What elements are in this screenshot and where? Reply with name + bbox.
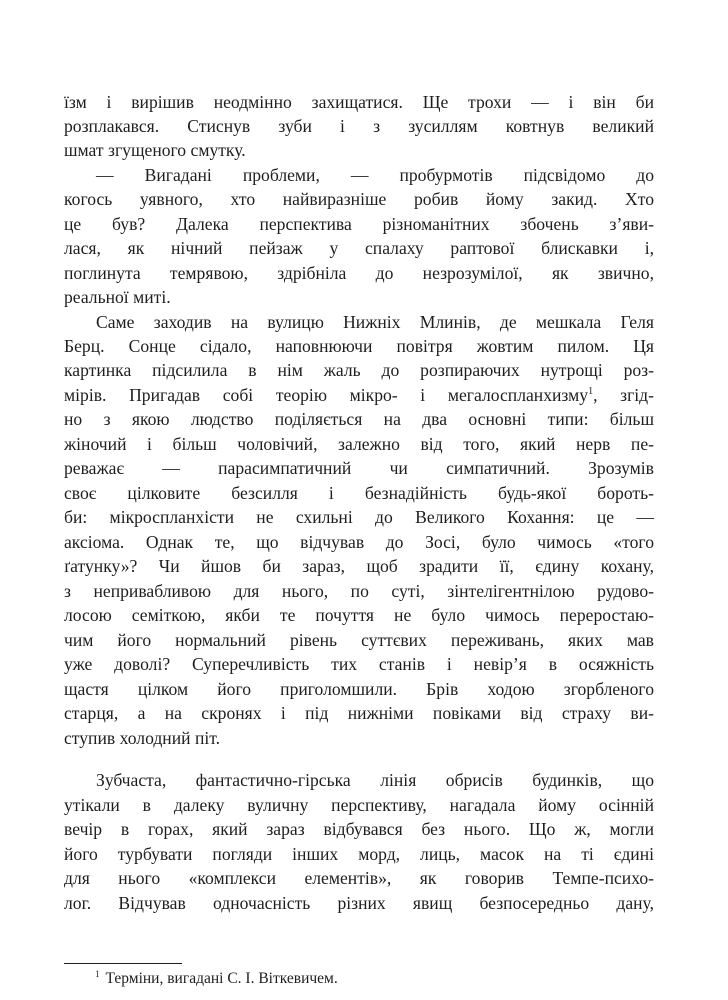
text-line: когось уявного, хто найвиразніше робив йому закид. Хто bbox=[64, 189, 654, 209]
footnote-marker: 1 bbox=[95, 969, 100, 979]
text-line: уже доволі? Суперечливість тих станів і невір’я в осяжність bbox=[64, 654, 654, 674]
text-line: лосою семіткою, якби те почуття не було чимось переростаю- bbox=[64, 605, 654, 625]
text-line: Зубчаста, фантастично-гірська лінія обрисів будинків, що bbox=[96, 770, 654, 790]
text-line: Саме заходив на вулицю Нижніх Млинів, де мешкала Геля bbox=[96, 312, 654, 332]
text-line: ступив холодний піт. bbox=[64, 728, 221, 748]
footnote bbox=[95, 969, 338, 989]
text-fragment: мірів. Пригадав собі теорію мікро- і мегалоспланхизму bbox=[64, 385, 589, 405]
text-line: поглинута темрявою, здрібніла до незрозумілої, як звично, bbox=[64, 263, 654, 283]
text-line: їзм і вирішив неодмінно захищатися. Ще трохи — і він би bbox=[64, 92, 654, 112]
text-line: аксіома. Однак те, що відчував до Зосі, було чимось «того bbox=[64, 532, 654, 552]
text-line: щастя цілком його приголомшили. Брів ходою згорбленого bbox=[64, 679, 654, 699]
text-line: реважає — парасимпатичний чи симпатичний. Зрозумів bbox=[64, 458, 654, 478]
text-line: для нього «комплекси елементів», як говорив Темпе-психо- bbox=[64, 868, 654, 888]
text-line: Берц. Сонце сідало, наповнюючи повітря жовтим пилом. Ця bbox=[64, 336, 654, 356]
text-line: чим його нормальний рівень суттєвих переживань, яких мав bbox=[64, 630, 654, 650]
text-line: лог. Відчував одночасність різних явищ безпосередньо дану, bbox=[64, 893, 654, 913]
text-line: з непривабливою для нього, по суті, зінтелігентнілою рудово- bbox=[64, 581, 654, 601]
text-line: — Вигадані проблеми, — пробурмотів підсвідомо до bbox=[96, 165, 654, 185]
footnote-ref: 1 bbox=[588, 386, 594, 397]
text-line: його турбувати погляди інших морд, лиць, масок на ті єдині bbox=[64, 844, 654, 864]
text-fragment: , згід- bbox=[593, 385, 654, 405]
text-line: картинка підсилила в нім жаль до розпираючих нутрощі роз- bbox=[64, 360, 654, 380]
text-line: би: мікроспланхісти не схильні до Великого Кохання: це — bbox=[64, 507, 654, 527]
text-line: старця, а на скронях і під нижніми повіками від страху ви- bbox=[64, 703, 654, 723]
text-line: но з якою людство поділяється на два основні типи: більш bbox=[64, 409, 654, 429]
footnote-text: Терміни, вигадані С. І. Віткевичем. bbox=[105, 970, 338, 987]
text-line: розплакався. Стиснув зуби і з зусиллям ковтнув великий bbox=[64, 116, 654, 136]
text-line: жіночий і більш чоловічий, залежно від того, який нерв пе- bbox=[64, 434, 654, 454]
text-line: вечір в горах, який зараз відбувався без нього. Що ж, могли bbox=[64, 819, 654, 839]
text-line: своє цілковите безсилля і безнадійність будь-якої бороть- bbox=[64, 483, 654, 503]
text-line: реальної миті. bbox=[64, 287, 171, 307]
text-line: це був? Далека перспектива різноманітних збочень з’яви- bbox=[64, 214, 654, 234]
text-line: ґатунку»? Чи йшов би зараз, щоб зрадити її, єдину кохану, bbox=[64, 556, 654, 576]
text-line: лася, як нічний пейзаж у спалаху раптової блискавки і, bbox=[64, 238, 654, 258]
text-line bbox=[64, 383, 654, 407]
text-line: шмат згущеного смутку. bbox=[64, 140, 246, 160]
footnote-divider bbox=[64, 963, 182, 964]
text-line: утікали в далеку вуличну перспективу, нагадала йому осінній bbox=[64, 795, 654, 815]
